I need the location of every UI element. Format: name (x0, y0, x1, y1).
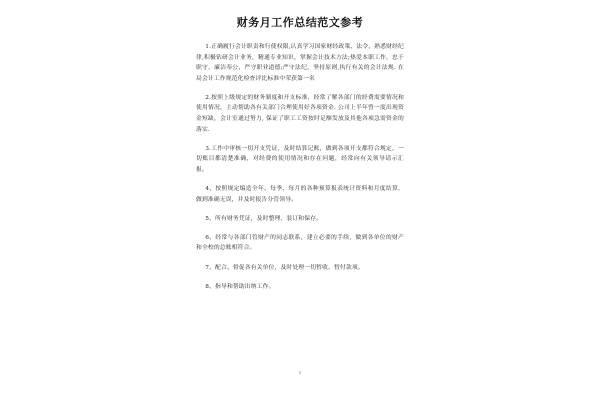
paragraph-7: 7、配合、督促各有关单位，及时处理一切暂收、暂付款项。 (205, 264, 364, 271)
paragraph-3: 3.工作中审核一切开支凭证，及时结算记账，做到各项开支都符合规定，一切账目都清楚准确，对经费的使用情况和存在问题，经常向有关领导请示汇报。 (196, 145, 404, 173)
paragraph-8: 8、指导和帮助出纳工作。 (205, 283, 275, 290)
paragraph-2: 2.按照上级规定的财务制度和开支标准，经常了解各部门的经费需要情况和使用情况，主动帮助各有关部门合理使用好各项资金. 公司上半年曾一度出现资金短缺，会计室通过努力, 保证了职工工资按时足额发放及其他各项急需资金的落实. (196, 94, 404, 133)
paragraph-5: 5、所有财务凭证，及时整理、装订和保存。 (205, 215, 323, 222)
paragraph-1: 1.正确履行会计职责和行使权限,认真学习国家财经政策、法令，熟悉财经纪律,积极钻研会计业务，精通专业知识，掌握会计技术方法;热爱本职工作，忠于职守，廉洁奉公，严守职业道德;严守法纪，坚持原则,执行有关的会计法规. 在局会计工作规范化检查评比标准中荣获第一名 (196, 44, 404, 82)
paragraph-4: 4、按照规定编造全年、每季、每月的各种预算报表统计资料和月度结算，做到准确无误，并及时报告分管领导。 (196, 186, 404, 203)
page-number: 1 (298, 370, 302, 375)
paragraph-6: 6、经常与各部门管财产的同志联系，建立必要的手续，做到各单位的财产和全校的总账相符合。 (196, 234, 404, 252)
document-title: 财务月工作总结范文参考 (236, 16, 364, 29)
